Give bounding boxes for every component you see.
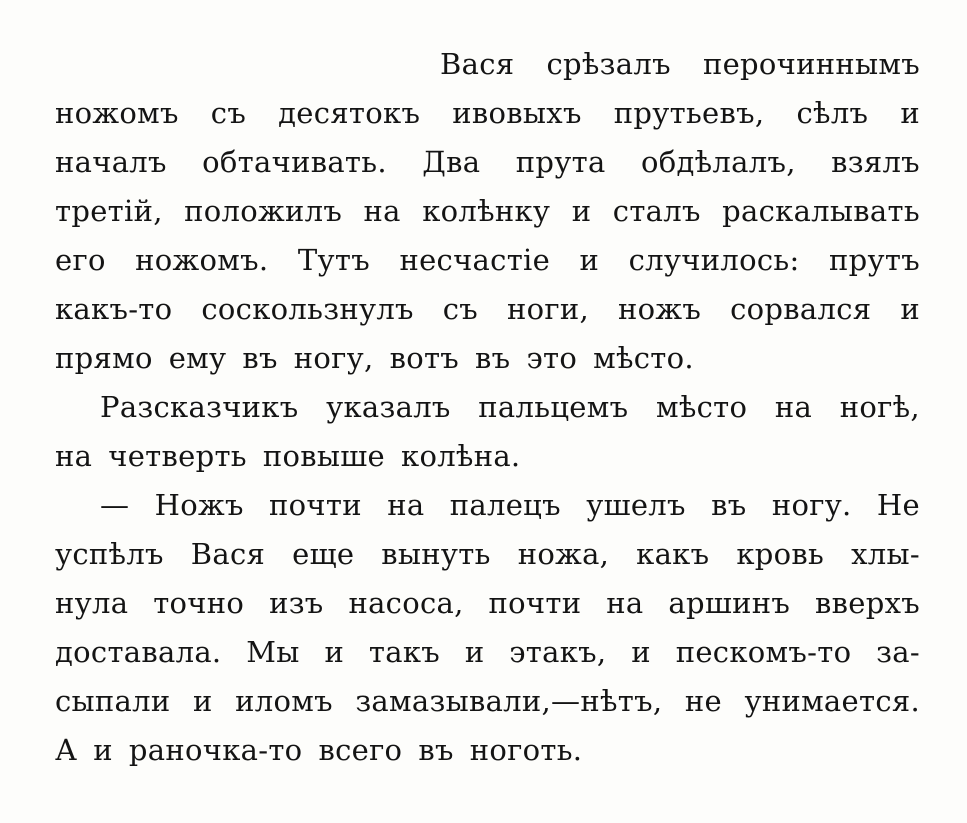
word: ноги,	[507, 292, 590, 326]
word: въ	[711, 488, 747, 522]
word: А	[55, 733, 78, 767]
word: колѣнку	[422, 194, 551, 228]
word: хлы-	[851, 537, 920, 571]
word: на	[387, 488, 425, 522]
word: въ	[242, 341, 278, 375]
paragraph-1	[55, 40, 920, 383]
word: насоса,	[348, 586, 464, 620]
word: прутьевъ,	[613, 96, 765, 130]
word: это	[526, 341, 578, 375]
word: раночка-то	[128, 733, 303, 767]
word: Вася	[440, 47, 515, 81]
word: такъ	[368, 635, 440, 669]
word: несчастіе	[399, 243, 551, 277]
word: доставала.	[55, 635, 222, 669]
word: еще	[292, 537, 355, 571]
word: съ	[442, 292, 479, 326]
word: соскользнулъ	[201, 292, 414, 326]
word: ногѣ,	[839, 390, 920, 424]
word: ногу,	[293, 341, 374, 375]
word: успѣлъ	[55, 537, 164, 571]
text-line	[55, 677, 920, 726]
word: вотъ	[389, 341, 460, 375]
word: замазывали,—нѣтъ,	[355, 684, 663, 718]
word: мѣсто	[655, 390, 748, 424]
paragraph-2	[55, 383, 920, 481]
word: Ножъ	[154, 488, 244, 522]
word: нула	[55, 586, 129, 620]
word: въ	[418, 733, 454, 767]
word: и	[900, 292, 920, 326]
word: прямо	[55, 341, 153, 375]
word: ему	[168, 341, 227, 375]
word: на	[55, 439, 93, 473]
word: этакъ,	[509, 635, 607, 669]
text-line	[55, 236, 920, 285]
word: прутъ	[829, 243, 920, 277]
word: какъ	[636, 537, 710, 571]
word: Вася	[190, 537, 266, 571]
word: положилъ	[184, 194, 343, 228]
word: ножа,	[517, 537, 610, 571]
word: и	[579, 243, 600, 277]
word: унимается.	[744, 684, 920, 718]
word: почти	[488, 586, 582, 620]
text-line	[55, 383, 920, 432]
word: прута	[515, 145, 606, 179]
text-line	[55, 40, 920, 89]
word: обтачивать.	[202, 145, 387, 179]
text-block	[55, 40, 920, 775]
word: колѣна.	[401, 439, 521, 473]
word: Разсказчикъ	[100, 390, 299, 424]
word: и	[631, 635, 651, 669]
text-line	[55, 432, 920, 481]
paragraph-3	[55, 481, 920, 775]
word: и	[464, 635, 485, 669]
word: ногу.	[771, 488, 852, 522]
word: изъ	[269, 586, 324, 620]
word: ножомъ.	[135, 243, 269, 277]
word: палецъ	[449, 488, 561, 522]
word: третій,	[55, 194, 163, 228]
word: за-	[876, 635, 920, 669]
word: мѣсто.	[593, 341, 694, 375]
word: сыпали	[55, 684, 171, 718]
text-line	[55, 138, 920, 187]
word: Два	[422, 145, 481, 179]
word: иломъ	[235, 684, 333, 718]
word: случилось:	[628, 243, 800, 277]
text-line	[55, 530, 920, 579]
word: на	[606, 586, 644, 620]
word: въ	[475, 341, 511, 375]
text-line	[55, 334, 920, 383]
word: повыше	[262, 439, 386, 473]
word: какъ-то	[55, 292, 173, 326]
text-line	[55, 89, 920, 138]
word: сталъ	[612, 194, 701, 228]
word: сѣлъ	[796, 96, 869, 130]
word: ножомъ	[55, 96, 179, 130]
word: аршинъ	[668, 586, 791, 620]
word: и	[93, 733, 113, 767]
word: обдѣлалъ,	[640, 145, 796, 179]
word: и	[324, 635, 345, 669]
word: съ	[210, 96, 247, 130]
word: его	[55, 243, 106, 277]
text-line	[55, 187, 920, 236]
word: пальцемъ	[478, 390, 629, 424]
word: ножъ	[618, 292, 702, 326]
word: Не	[876, 488, 920, 522]
word: указалъ	[326, 390, 451, 424]
word: ноготь.	[469, 733, 583, 767]
word: ушелъ	[586, 488, 686, 522]
word: не	[684, 684, 722, 718]
text-line	[55, 628, 920, 677]
word: раскалывать	[722, 194, 920, 228]
word: четверть	[108, 439, 247, 473]
word: и	[900, 96, 920, 130]
word: и	[571, 194, 592, 228]
word: Тутъ	[297, 243, 370, 277]
word: вынуть	[381, 537, 491, 571]
word: точно	[153, 586, 245, 620]
word: ивовыхъ	[452, 96, 582, 130]
word: почти	[269, 488, 362, 522]
word: взялъ	[831, 145, 920, 179]
text-line	[55, 481, 920, 530]
word: на	[774, 390, 813, 424]
word: перочиннымъ	[702, 47, 920, 81]
word: кровь	[736, 537, 825, 571]
word: вверхъ	[814, 586, 920, 620]
word: —	[100, 488, 130, 522]
word: началъ	[55, 145, 167, 179]
text-line	[55, 726, 920, 775]
word: Мы	[246, 635, 300, 669]
word: на	[363, 194, 401, 228]
word: срѣзалъ	[546, 47, 671, 81]
text-line	[55, 579, 920, 628]
word: всего	[318, 733, 403, 767]
word: сорвался	[730, 292, 872, 326]
word: пескомъ-то	[675, 635, 852, 669]
word: и	[192, 684, 213, 718]
text-line	[55, 285, 920, 334]
word: десятокъ	[278, 96, 421, 130]
